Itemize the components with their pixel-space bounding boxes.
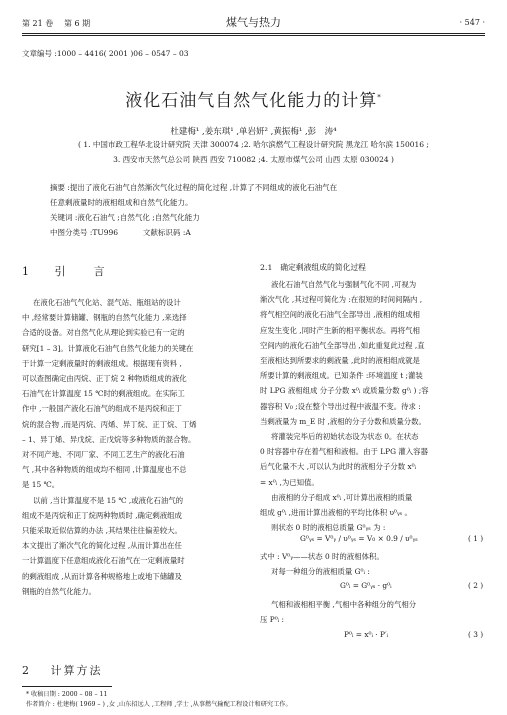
header-issue: 第 6 期 (64, 19, 91, 28)
affiliation-line: ( 1. 中国市政工程华北设计研究院 天津 300074 ;2. 哈尔滨燃气工程设计研究院 黑龙江 哈尔滨 150016 ; (78, 140, 429, 149)
title-footnote-mark: * (377, 93, 382, 102)
paragraph-line: 压 P⁰ᵢ : (260, 615, 285, 625)
right-column-text-2 (260, 549, 486, 579)
header-page: · 547 · (459, 18, 485, 27)
paragraph-line: 中 ,经常要计算储罐、钢瓶的自然气化能力 ,来选择 (22, 313, 187, 323)
footnote-received: * 收稿日期 : 2000 – 08 – 11 (26, 691, 108, 698)
paragraph-line: 时 LPG 液相组成 分子分数 x⁰ᵢ 或质量分数 g⁰ᵢ ) ;容 (260, 386, 429, 396)
section-number: 2 (22, 664, 31, 677)
section-1-heading (22, 263, 107, 279)
left-column-text (22, 295, 244, 599)
paragraph-line: 渐次气化 ,其过程可简化为 :在很短的时间间隔内 , (260, 295, 423, 305)
section-2-heading (22, 662, 103, 678)
keywords: 关键词 :液化石油气 ;自然气化 ;自然气化能力 (50, 213, 200, 222)
paragraph-line: 将灌装完毕后的初始状态设为状态 0。在状态 (271, 432, 419, 442)
paragraph-line: 空间内的液化石油气全部导出 ,如此重复此过程 ,直 (260, 340, 425, 350)
right-column-text-3 (260, 597, 486, 627)
section-number: 1 (22, 265, 31, 278)
abstract-line: 摘要 :提出了液化石油气自然渐次气化过程的简化过程 ,计算了不同组成的液化石油气在 (50, 183, 338, 192)
paragraph-line: 后气化量不大 ,可以认为此时的液相分子分数 x⁰ᵢ (260, 462, 417, 472)
section-title: 引 言 (54, 265, 107, 278)
paragraph-line: 石油气在计算温度 15 ℃时的剩液组成。在实际工 (22, 389, 185, 399)
article-number: 文章编号 :1000 – 4416( 2001 )06 – 0547 – 03 (22, 49, 189, 58)
paragraph-line: 则状态 0 时的液相总质量 G⁰ᵧₛ 为 : (271, 523, 386, 533)
paragraph-line: 至液相达到所要求的剩液量 ,此时的液相组成就是 (260, 356, 420, 366)
equation-2: G⁰ᵢ = G⁰ᵧₛ · g⁰ᵢ (340, 581, 392, 590)
equation-3-number: ( 3 ) (468, 630, 484, 639)
paragraph-line: 钢瓶的自然气化能力。 (22, 586, 96, 596)
header-rule-thin (22, 35, 485, 36)
paragraph-line: 研究[1 – 3]。计算液化石油气自然气化能力的关键在 (22, 343, 194, 353)
paragraph-line: 对每一种组分的液相质量 G⁰ᵢ : (271, 567, 370, 577)
footnote-author-bio: 作者简介 : 杜建梅( 1969 – ) ,女 ,山东招远人 ,工程师 ,学士 ,从事燃气输配工程设计和研究工作。 (26, 701, 292, 708)
paragraph-line: 可以查图确定由丙烷、正丁烷 2 种物质组成的液化 (22, 374, 187, 384)
paragraph-line: 在液化石油气气化站、混气站、瓶组站的设计 (33, 298, 181, 307)
abstract-line: 任意剩液量时的液相组成和自然气化能力。 (50, 198, 193, 207)
paragraph-line: 是 15 ℃。 (22, 480, 60, 490)
footnote-rule (22, 686, 112, 687)
paragraph-line: 由液相的分子组成 x⁰ᵢ ,可计算出液相的质量 (271, 492, 413, 502)
paragraph-line: 烷的混合物 ,而是丙烷、丙烯、异丁烷、正丁烷、丁烯 (22, 419, 197, 429)
paragraph-line: = x⁰ᵢ ,为已知值。 (260, 477, 319, 487)
classification: 中图分类号 :TU996 文献标识码 :A (50, 228, 191, 237)
abstract-block (50, 180, 470, 240)
paragraph-line: 将气相空间的液化石油气全部导出 ,液相的组成相 (260, 310, 420, 320)
paragraph-line: 气相和液相相平衡 ,气相中各种组分的气相分 (271, 600, 417, 609)
header-journal: 煤气与热力 (226, 16, 281, 29)
paragraph-line: 组成不是丙烷和正丁烷两种物质时 ,确定剩液组成 (22, 510, 182, 520)
paragraph-line: 对不同产地、不同厂家、不同工艺生产的液化石油 (22, 450, 185, 460)
affiliation-line: 3. 西安市天然气总公司 陕西 西安 710082 ;4. 太原市煤气公司 山西 太原 030024 ) (113, 155, 394, 164)
paragraph-line: 应发生变化 ,同时产生新的相平衡状态。再将气相 (260, 325, 420, 335)
right-column-text (260, 277, 486, 535)
paragraph-line: 一计算温度下任意组成液化石油气在一定剩液量时 (22, 556, 185, 566)
equation-2-number: ( 2 ) (468, 581, 484, 590)
paragraph-line: 所要计算的剩液组成。已知条件 :环境温度 t ;灌装 (260, 371, 423, 381)
header-volume: 第 21 卷 (22, 19, 54, 28)
paper-title (0, 86, 507, 111)
author-list: 杜建梅¹ ,姜东琪¹ ,单岩妍² ,黄振梅¹ ,彭 涛⁴ (170, 127, 337, 137)
paper-title-text: 液化石油气自然气化能力的计算 (125, 91, 378, 111)
paragraph-line: 的剩液组成 ,从而计算各种规格地上或地下储罐及 (22, 571, 182, 581)
header-rule (22, 33, 485, 34)
footnote (26, 690, 496, 710)
paragraph-line: 以前 ,当计算温度不是 15 ℃ ,或液化石油气的 (33, 495, 184, 505)
paragraph-line: 组成 g⁰ᵢ ,进而计算出液相的平均比体积 υ⁰ᵧₛ 。 (260, 508, 412, 518)
paragraph-line: 当剩液量为 m_E 时 ,液相的分子分数和质量分数。 (260, 416, 426, 426)
paragraph-line: 作中 ,一般国产液化石油气的组成不是丙烷和正丁 (22, 404, 182, 414)
paragraph-line: 器容积 V₀ ;设在整个导出过程中液温不变。待求 : (260, 401, 421, 411)
equation-1: G⁰ᵧₛ = V⁰ᵧ / υ⁰ᵧₛ = V₀ × 0.9 / υ⁰ᵧₛ (300, 534, 418, 543)
paragraph-line: 0 时容器中存在着气相和液相。由于 LPG 灌入容器 (260, 447, 428, 457)
paragraph-line: 合适的设备。对自然气化从理论到实验已有一定的 (22, 328, 185, 338)
paragraph-line: 式中 : V⁰ᵧ——状态 0 时的液相体积。 (260, 552, 384, 561)
equation-3: P⁰ᵢ = x⁰ᵢ · P′ᵢ (344, 630, 389, 639)
paragraph-line: – 1、异丁烯、异戊烷、正戊烷等多种物质的混合物。 (22, 434, 196, 444)
paragraph-line: 只能采取近似估算的办法 ,其结果往往偏差较大。 (22, 526, 182, 536)
paragraph-line: 于计算一定剩液量时的剩液组成。根据现有资料 , (22, 358, 182, 368)
equation-1-number: ( 1 ) (468, 534, 484, 543)
subsection-2-1-heading: 2.1 确定剩液组成的简化过程 (260, 263, 366, 272)
section-title: 计算方法 (50, 664, 103, 677)
paragraph-line: 液化石油气自然气化与强制气化不同 ,可视为 (271, 280, 417, 289)
paragraph-line: 本文提出了渐次气化的简化过程 ,从而计算出在任 (22, 541, 182, 551)
paragraph-line: 气 ,其中各种物质的组成均不相同 ,计算温度也不总 (22, 465, 187, 475)
